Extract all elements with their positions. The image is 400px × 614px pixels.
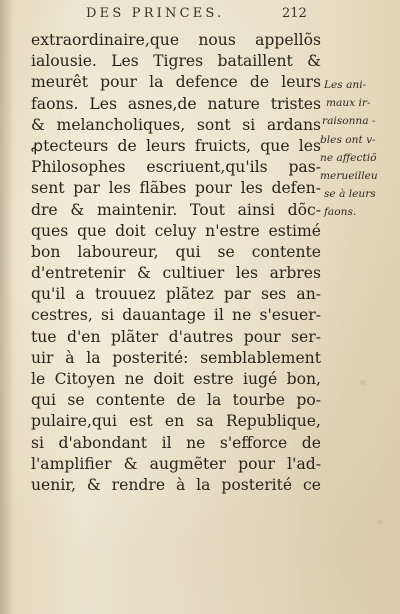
page-header [0,6,400,26]
body-text [31,30,321,496]
text-line: bon laboureur, qui se contente [31,242,321,261]
margin-note [320,76,398,222]
text-line: cestres, si dauantage il ne s'esuer- [31,306,321,325]
margin-note-line: ne affectiõ [320,151,377,164]
text-line: dre & maintenir. Tout ainsi dõc- [31,200,321,219]
text-line: le Citoyen ne doit estre iugé bon, [31,370,321,388]
text-line: qui se contente de la tourbe po- [31,391,321,410]
gutter-shadow [0,0,14,614]
margin-note-line: faons. [324,206,357,219]
margin-note-line: maux ir- [326,97,371,110]
margin-note-line: raisonna - [322,115,376,128]
margin-note-line: Les ani- [324,79,367,91]
text-line: uenir, & rendre à la posterité ce [31,475,321,494]
running-head: DES PRINCES. [86,6,225,21]
text-line: l'amplifier & augmẽter pour l'ad- [31,454,321,473]
text-line: extraordinaire,que nous appellõs [31,31,321,49]
margin-note-line: se à leurs [324,188,376,201]
text-line: qu'il a trouuez plãtez par ses an- [31,285,321,304]
text-line: si d'abondant il ne s'efforce de [31,433,321,452]
text-line: d'entretenir & cultiuer les arbres [31,264,321,283]
page-number: 212 [282,6,307,21]
text-line: pulaire,qui est en sa Republique, [31,412,321,431]
text-line: ques que doit celuy n'estre estimé [31,221,321,240]
text-line: meurêt pour la defence de leurs [31,73,321,92]
text-line: uir à la posterité: semblablement [31,348,321,367]
text-line: Philosophes escriuent,qu'ils pas- [31,158,321,177]
paper-stain [360,380,366,385]
text-line: ꝓtecteurs de leurs fruicts, que les [31,136,321,155]
text-line: sent par les flãbes pour les defen- [31,179,321,198]
text-line: ialousie. Les Tigres bataillent & [31,52,321,71]
text-line: tue d'en plãter d'autres pour ser- [31,327,321,346]
text-line: & melancholiques, sont si ardans [31,115,321,134]
paper-stain [378,520,382,524]
margin-note-line: merueilleu [320,169,378,182]
margin-note-line: bles ont v- [320,133,376,146]
text-line: faons. Les asnes,de nature tristes [31,94,321,113]
